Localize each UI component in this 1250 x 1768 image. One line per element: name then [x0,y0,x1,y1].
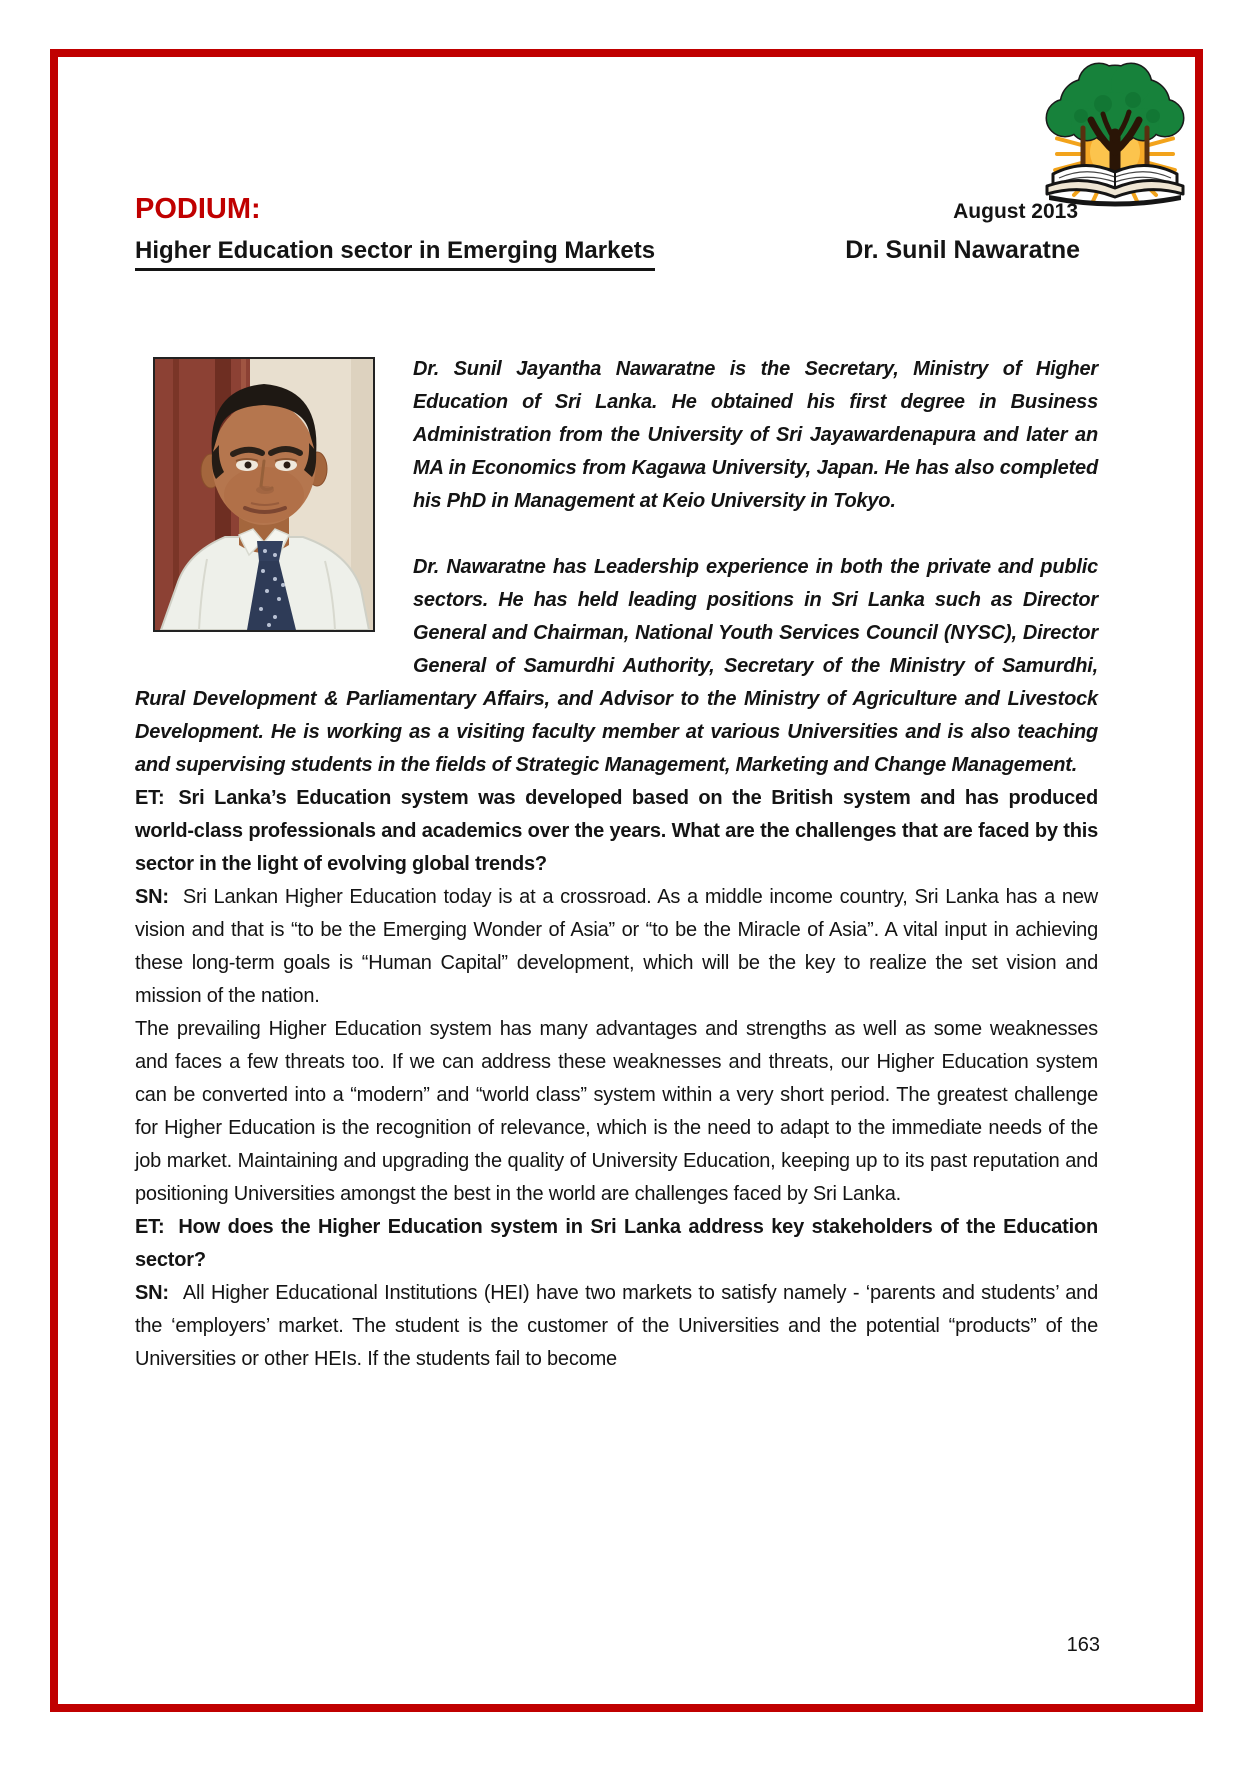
bio-section [135,353,1098,782]
answer-text: Sri Lankan Higher Education today is at a crossroad. As a middle income country, Sri Lanka has a new vision and that is “to be the Emerging Wonder of Asia” or “to be the Miracle of Asia”. A vital input in achieving these long-term goals is “Human Capital” development, which will be the key to realize the set vision and mission of the nation. [135,886,1098,1007]
speaker-label: ET: [135,787,165,809]
speaker-label: ET: [135,1216,165,1238]
author-portrait-photo [153,357,375,632]
question-paragraph-1 [135,782,1098,881]
answer-text: The prevailing Higher Education system has many advantages and strengths as well as some weaknesses and faces a few threats too. If we can address these weaknesses and threats, our Higher Education system can be converted into a “modern” and “world class” system within a very short period. The greatest challenge for Higher Education is the recognition of relevance, which is the need to adapt to the immediate needs of the job market. Maintaining and upgrading the quality of University Education, keeping up to its past reputation and positioning Universities amongst the best in the world are challenges faced by Sri Lanka. [135,1018,1098,1205]
speaker-label: SN: [135,886,169,908]
question-text: Sri Lanka’s Education system was developed based on the British system and has produced world-class professionals and academics over the years. What are the challenges that are faced by this sector in the light of evolving global trends? [135,787,1098,875]
bio-paragraph-1: Dr. Sunil Jayantha Nawaratne is the Secretary, Ministry of Higher Education of Sri Lanka. He obtained his first degree in Business Administration from the University of Sri Jayawardenapura and later an MA in Economics from Kagawa University, Japan. He has also completed his PhD in Management at Keio University in Tokyo. [413,358,1098,512]
author-name: Dr. Sunil Nawaratne [845,236,1080,264]
page-number: 163 [1066,1634,1100,1656]
page-content [135,57,1098,1376]
question-paragraph-2 [135,1211,1098,1277]
section-label: PODIUM: [135,193,261,225]
answer-paragraph-2 [135,1013,1098,1211]
article-title: Higher Education sector in Emerging Markets [135,237,655,271]
header-row-title [135,236,1098,271]
speaker-label: SN: [135,1282,169,1304]
issue-date: August 2013 [953,200,1078,223]
question-text: How does the Higher Education system in Sri Lanka address key stakeholders of the Education sector? [135,1216,1098,1271]
answer-paragraph-1 [135,881,1098,1013]
bio-paragraph-2: Dr. Nawaratne has Leadership experience in both the private and public sectors. He has held leading positions in Sri Lanka such as Director General and Chairman, National Youth Services Council (NYSC), Director General of Samurdhi Authority, Secretary of the Ministry of Samurdhi, Rural Development & Parliamentary Affairs, and Advisor to the Ministry of Agriculture and Livestock Development. He is working as a visiting faculty member at various Universities and is also teaching and supervising students in the fields of Strategic Management, Marketing and Change Management. [135,556,1098,776]
answer-paragraph-3 [135,1277,1098,1376]
header-row-top [135,193,1098,226]
answer-text: All Higher Educational Institutions (HEI) have two markets to satisfy namely - ‘parents and students’ and the ‘employers’ market. The student is the customer of the Universities and the potential “products” of the Universities or other HEIs. If the students fail to become [135,1282,1098,1370]
